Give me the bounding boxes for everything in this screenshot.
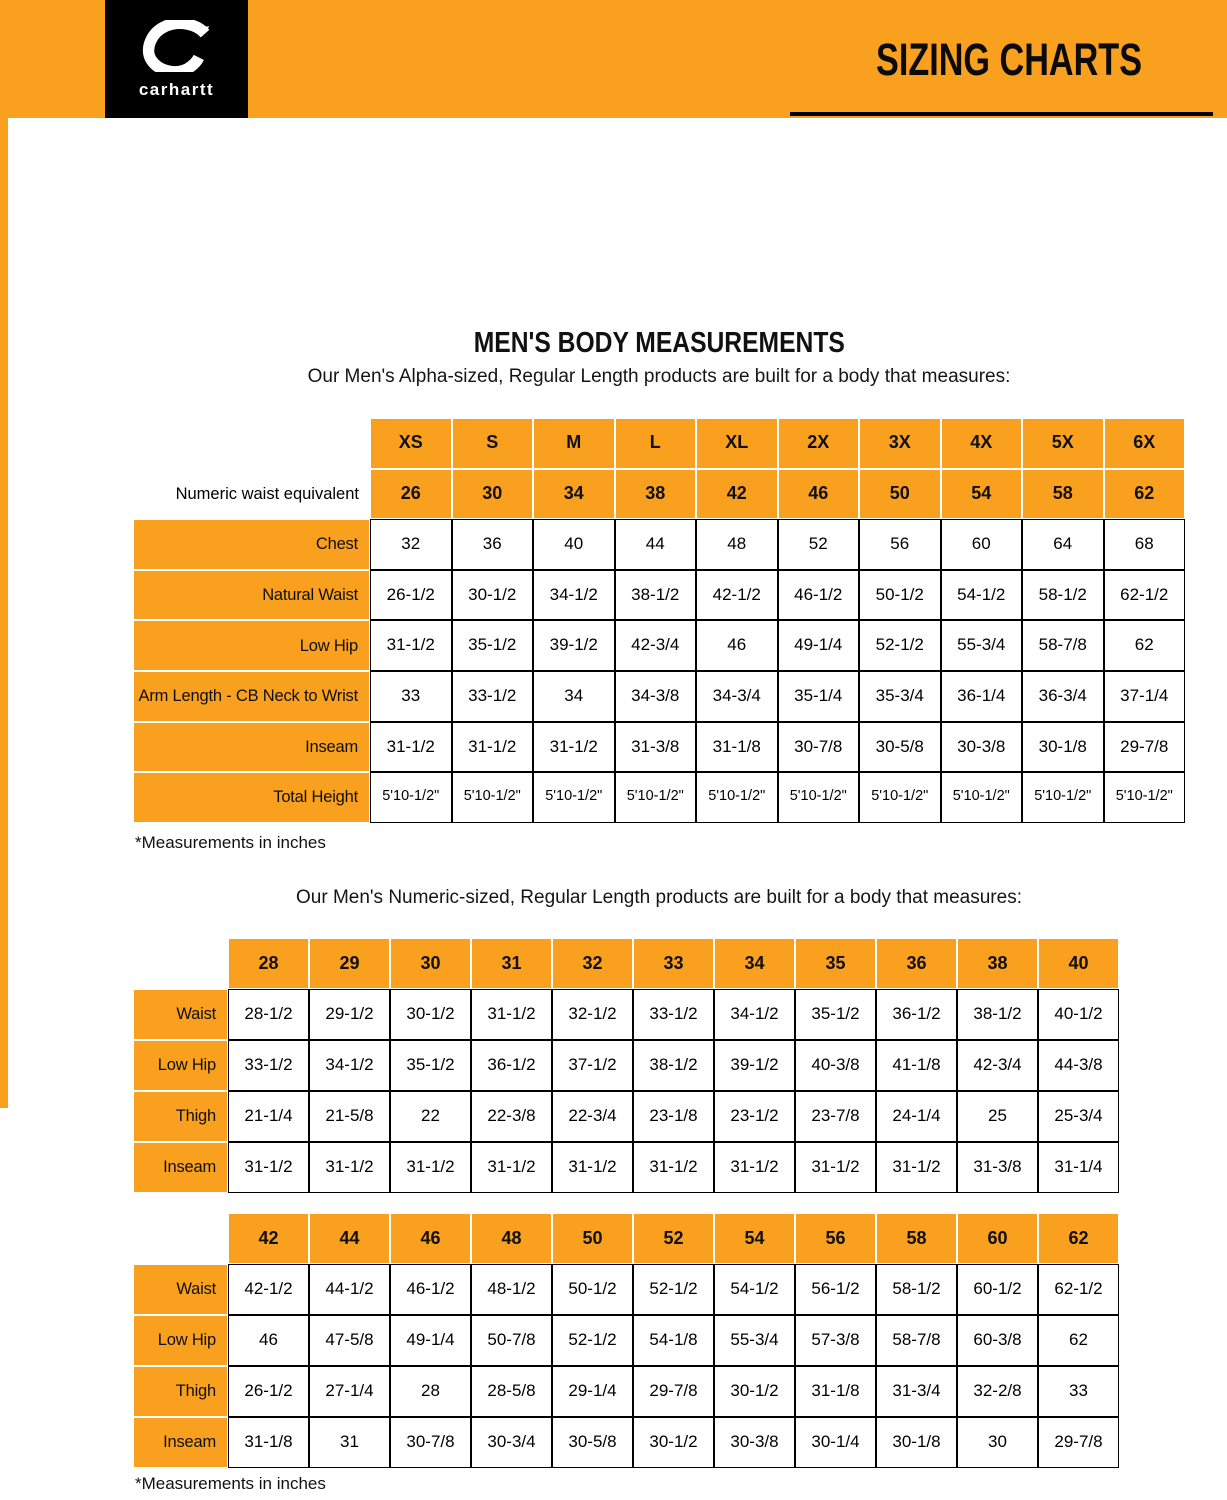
data-cell: 29-1/2 <box>309 989 390 1040</box>
data-cell: 35-1/4 <box>778 671 860 722</box>
data-cell: 60-3/8 <box>957 1315 1038 1366</box>
data-cell: 49-1/4 <box>778 620 860 671</box>
numeric-waist-value-cell: 42 <box>696 469 778 520</box>
data-cell: 36 <box>452 519 534 570</box>
row-label-cell: Natural Waist <box>133 570 370 621</box>
data-cell: 5'10-1/2" <box>615 772 697 823</box>
data-cell: 5'10-1/2" <box>452 772 534 823</box>
row-label-cell: Low Hip <box>133 1315 228 1366</box>
footnote-numeric: *Measurements in inches <box>135 1474 326 1493</box>
size-header-cell: 48 <box>471 1213 552 1264</box>
data-cell: 41-1/8 <box>876 1040 957 1091</box>
numeric-sized-intro: Our Men's Numeric-sized, Regular Length products are built for a body that measures: <box>296 887 1022 908</box>
data-cell: 30-1/8 <box>876 1417 957 1468</box>
data-cell: 36-1/2 <box>876 989 957 1040</box>
data-cell: 31-1/2 <box>552 1142 633 1193</box>
data-cell: 40-3/8 <box>795 1040 876 1091</box>
data-cell: 50-7/8 <box>471 1315 552 1366</box>
data-cell: 30-1/2 <box>390 989 471 1040</box>
data-cell: 40-1/2 <box>1038 989 1119 1040</box>
size-header-cell: 42 <box>228 1213 309 1264</box>
data-cell: 58-1/2 <box>1022 570 1104 621</box>
data-cell: 5'10-1/2" <box>1022 772 1104 823</box>
data-cell: 23-1/2 <box>714 1091 795 1142</box>
row-label-cell: Chest <box>133 519 370 570</box>
size-header-cell: S <box>452 418 534 469</box>
numeric-waist-value-cell: 62 <box>1104 469 1186 520</box>
data-cell: 47-5/8 <box>309 1315 390 1366</box>
data-cell: 34-1/2 <box>533 570 615 621</box>
data-cell: 34-1/2 <box>714 989 795 1040</box>
row-label-cell: Thigh <box>133 1366 228 1417</box>
size-header-cell: 40 <box>1038 938 1119 989</box>
data-cell: 64 <box>1022 519 1104 570</box>
data-cell: 36-1/4 <box>941 671 1023 722</box>
size-header-cell: XL <box>696 418 778 469</box>
data-cell: 31-1/2 <box>452 722 534 773</box>
size-header-cell: 50 <box>552 1213 633 1264</box>
size-header-cell: 54 <box>714 1213 795 1264</box>
data-cell: 31-1/8 <box>795 1366 876 1417</box>
size-header-cell: 46 <box>390 1213 471 1264</box>
data-cell: 31-1/2 <box>714 1142 795 1193</box>
data-cell: 31-1/2 <box>471 1142 552 1193</box>
data-cell: 60-1/2 <box>957 1264 1038 1315</box>
size-header-cell: M <box>533 418 615 469</box>
data-cell: 26-1/2 <box>228 1366 309 1417</box>
data-cell: 30-7/8 <box>390 1417 471 1468</box>
data-cell: 30-3/4 <box>471 1417 552 1468</box>
data-cell: 35-1/2 <box>452 620 534 671</box>
data-cell: 55-3/4 <box>714 1315 795 1366</box>
data-cell: 28 <box>390 1366 471 1417</box>
data-cell: 21-1/4 <box>228 1091 309 1142</box>
size-header-cell: 31 <box>471 938 552 989</box>
size-header-cell: 32 <box>552 938 633 989</box>
size-header-cell: 30 <box>390 938 471 989</box>
alpha-size-table <box>133 418 1185 823</box>
row-label-cell: Low Hip <box>133 620 370 671</box>
data-cell: 34-1/2 <box>309 1040 390 1091</box>
data-cell: 46-1/2 <box>390 1264 471 1315</box>
data-cell: 42-3/4 <box>957 1040 1038 1091</box>
data-cell: 35-1/2 <box>795 989 876 1040</box>
data-cell: 22-3/8 <box>471 1091 552 1142</box>
data-cell: 31-1/2 <box>471 989 552 1040</box>
data-cell: 50-1/2 <box>859 570 941 621</box>
data-cell: 31-1/2 <box>309 1142 390 1193</box>
footnote-alpha: *Measurements in inches <box>135 833 326 852</box>
size-header-cell: 58 <box>876 1213 957 1264</box>
data-cell: 56 <box>859 519 941 570</box>
data-cell: 55-3/4 <box>941 620 1023 671</box>
data-cell: 33-1/2 <box>452 671 534 722</box>
data-cell: 30-5/8 <box>859 722 941 773</box>
data-cell: 68 <box>1104 519 1186 570</box>
row-label-cell: Inseam <box>133 722 370 773</box>
row-label-cell: Inseam <box>133 1417 228 1468</box>
data-cell: 38-1/2 <box>957 989 1038 1040</box>
numeric-size-table-large <box>133 1213 1119 1468</box>
data-cell: 29-7/8 <box>1038 1417 1119 1468</box>
numeric-waist-value-cell: 50 <box>859 469 941 520</box>
data-cell: 42-3/4 <box>615 620 697 671</box>
data-cell: 30-1/2 <box>714 1366 795 1417</box>
size-header-cell: 33 <box>633 938 714 989</box>
data-cell: 46 <box>696 620 778 671</box>
carhartt-logo-box <box>105 0 248 118</box>
data-cell: 36-3/4 <box>1022 671 1104 722</box>
data-cell: 5'10-1/2" <box>1104 772 1186 823</box>
data-cell: 32 <box>370 519 452 570</box>
numeric-waist-value-cell: 46 <box>778 469 860 520</box>
data-cell: 30-3/8 <box>714 1417 795 1468</box>
numeric-waist-value-cell: 58 <box>1022 469 1104 520</box>
row-label-cell: Inseam <box>133 1142 228 1193</box>
data-cell: 49-1/4 <box>390 1315 471 1366</box>
data-cell: 62 <box>1104 620 1186 671</box>
data-cell: 46 <box>228 1315 309 1366</box>
data-cell: 58-7/8 <box>1022 620 1104 671</box>
numeric-waist-equivalent-label: Numeric waist equivalent <box>175 484 359 503</box>
table-corner <box>133 1213 228 1264</box>
table-corner <box>133 418 370 469</box>
data-cell: 35-1/2 <box>390 1040 471 1091</box>
data-cell: 32-2/8 <box>957 1366 1038 1417</box>
data-cell: 31 <box>309 1417 390 1468</box>
row-label-cell: Thigh <box>133 1091 228 1142</box>
data-cell: 44-1/2 <box>309 1264 390 1315</box>
size-header-cell: 38 <box>957 938 1038 989</box>
data-cell: 37-1/2 <box>552 1040 633 1091</box>
data-cell: 31-1/2 <box>370 620 452 671</box>
data-cell: 62-1/2 <box>1104 570 1186 621</box>
data-cell: 30-1/8 <box>1022 722 1104 773</box>
data-cell: 34 <box>533 671 615 722</box>
data-cell: 35-3/4 <box>859 671 941 722</box>
data-cell: 23-7/8 <box>795 1091 876 1142</box>
data-cell: 36-1/2 <box>471 1040 552 1091</box>
data-cell: 34-3/4 <box>696 671 778 722</box>
data-cell: 31-1/2 <box>533 722 615 773</box>
size-header-cell: 52 <box>633 1213 714 1264</box>
size-header-cell: 56 <box>795 1213 876 1264</box>
data-cell: 5'10-1/2" <box>696 772 778 823</box>
data-cell: 34-3/8 <box>615 671 697 722</box>
numeric-waist-value-cell: 30 <box>452 469 534 520</box>
data-cell: 54-1/2 <box>714 1264 795 1315</box>
numeric-waist-value-cell: 34 <box>533 469 615 520</box>
size-header-cell: 29 <box>309 938 390 989</box>
data-cell: 48-1/2 <box>471 1264 552 1315</box>
carhartt-wordmark: carhartt <box>138 80 215 99</box>
data-cell: 29-1/4 <box>552 1366 633 1417</box>
numeric-waist-value-cell: 54 <box>941 469 1023 520</box>
data-cell: 33-1/2 <box>633 989 714 1040</box>
data-cell: 31-1/2 <box>390 1142 471 1193</box>
data-cell: 31-1/2 <box>370 722 452 773</box>
size-header-cell: 28 <box>228 938 309 989</box>
data-cell: 31-1/2 <box>795 1142 876 1193</box>
row-label-cell: Waist <box>133 989 228 1040</box>
size-header-cell: 44 <box>309 1213 390 1264</box>
page-title: MEN'S BODY MEASUREMENTS <box>473 327 845 359</box>
header-rule <box>790 112 1213 116</box>
numeric-waist-value-cell: 26 <box>370 469 452 520</box>
data-cell: 62 <box>1038 1315 1119 1366</box>
data-cell: 31-1/4 <box>1038 1142 1119 1193</box>
data-cell: 30-7/8 <box>778 722 860 773</box>
data-cell: 22-3/4 <box>552 1091 633 1142</box>
size-header-cell: 35 <box>795 938 876 989</box>
size-header-cell: 60 <box>957 1213 1038 1264</box>
data-cell: 27-1/4 <box>309 1366 390 1417</box>
size-header-cell: 5X <box>1022 418 1104 469</box>
data-cell: 28-5/8 <box>471 1366 552 1417</box>
row-label-cell: Total Height <box>133 772 370 823</box>
row-label-cell: Waist <box>133 1264 228 1315</box>
row-label-cell: Low Hip <box>133 1040 228 1091</box>
data-cell: 25 <box>957 1091 1038 1142</box>
data-cell: 33-1/2 <box>228 1040 309 1091</box>
data-cell: 52-1/2 <box>859 620 941 671</box>
data-cell: 62-1/2 <box>1038 1264 1119 1315</box>
data-cell: 24-1/4 <box>876 1091 957 1142</box>
size-header-cell: 62 <box>1038 1213 1119 1264</box>
data-cell: 5'10-1/2" <box>941 772 1023 823</box>
data-cell: 31-3/8 <box>615 722 697 773</box>
data-cell: 54-1/8 <box>633 1315 714 1366</box>
data-cell: 23-1/8 <box>633 1091 714 1142</box>
carhartt-c-icon <box>135 20 219 77</box>
data-cell: 58-7/8 <box>876 1315 957 1366</box>
data-cell: 52-1/2 <box>633 1264 714 1315</box>
size-header-cell: 3X <box>859 418 941 469</box>
data-cell: 50-1/2 <box>552 1264 633 1315</box>
data-cell: 30-3/8 <box>941 722 1023 773</box>
data-cell: 44-3/8 <box>1038 1040 1119 1091</box>
size-header-cell: 2X <box>778 418 860 469</box>
size-header-cell: L <box>615 418 697 469</box>
data-cell: 39-1/2 <box>714 1040 795 1091</box>
data-cell: 57-3/8 <box>795 1315 876 1366</box>
data-cell: 58-1/2 <box>876 1264 957 1315</box>
numeric-waist-value-cell: 38 <box>615 469 697 520</box>
data-cell: 5'10-1/2" <box>778 772 860 823</box>
alpha-sized-intro: Our Men's Alpha-sized, Regular Length products are built for a body that measures: <box>307 366 1011 387</box>
data-cell: 22 <box>390 1091 471 1142</box>
data-cell: 31-1/2 <box>228 1142 309 1193</box>
data-cell: 21-5/8 <box>309 1091 390 1142</box>
data-cell: 54-1/2 <box>941 570 1023 621</box>
size-header-cell: 34 <box>714 938 795 989</box>
data-cell: 30-1/4 <box>795 1417 876 1468</box>
data-cell: 31-1/2 <box>633 1142 714 1193</box>
data-cell: 5'10-1/2" <box>533 772 615 823</box>
data-cell: 31-1/2 <box>876 1142 957 1193</box>
data-cell: 38-1/2 <box>633 1040 714 1091</box>
numeric-size-table-small <box>133 938 1119 1193</box>
data-cell: 29-7/8 <box>1104 722 1186 773</box>
data-cell: 31-3/4 <box>876 1366 957 1417</box>
table-corner <box>133 938 228 989</box>
size-header-cell: 36 <box>876 938 957 989</box>
data-cell: 52 <box>778 519 860 570</box>
data-cell: 52-1/2 <box>552 1315 633 1366</box>
data-cell: 60 <box>941 519 1023 570</box>
data-cell: 28-1/2 <box>228 989 309 1040</box>
data-cell: 31-1/8 <box>696 722 778 773</box>
data-cell: 26-1/2 <box>370 570 452 621</box>
data-cell: 30-5/8 <box>552 1417 633 1468</box>
data-cell: 39-1/2 <box>533 620 615 671</box>
data-cell: 40 <box>533 519 615 570</box>
data-cell: 33 <box>370 671 452 722</box>
data-cell: 46-1/2 <box>778 570 860 621</box>
data-cell: 33 <box>1038 1366 1119 1417</box>
left-gold-strip <box>0 118 8 1108</box>
data-cell: 48 <box>696 519 778 570</box>
data-cell: 30-1/2 <box>633 1417 714 1468</box>
data-cell: 37-1/4 <box>1104 671 1186 722</box>
data-cell: 5'10-1/2" <box>859 772 941 823</box>
data-cell: 30 <box>957 1417 1038 1468</box>
data-cell: 56-1/2 <box>795 1264 876 1315</box>
data-cell: 38-1/2 <box>615 570 697 621</box>
data-cell: 30-1/2 <box>452 570 534 621</box>
data-cell: 31-1/8 <box>228 1417 309 1468</box>
data-cell: 44 <box>615 519 697 570</box>
row-label-cell: Arm Length - CB Neck to Wrist <box>133 671 370 722</box>
data-cell: 32-1/2 <box>552 989 633 1040</box>
size-header-cell: 4X <box>941 418 1023 469</box>
size-header-cell: 6X <box>1104 418 1186 469</box>
size-header-cell: XS <box>370 418 452 469</box>
data-cell: 5'10-1/2" <box>370 772 452 823</box>
data-cell: 42-1/2 <box>696 570 778 621</box>
data-cell: 25-3/4 <box>1038 1091 1119 1142</box>
data-cell: 29-7/8 <box>633 1366 714 1417</box>
data-cell: 31-3/8 <box>957 1142 1038 1193</box>
header-title: SIZING CHARTS <box>875 34 1142 85</box>
data-cell: 42-1/2 <box>228 1264 309 1315</box>
